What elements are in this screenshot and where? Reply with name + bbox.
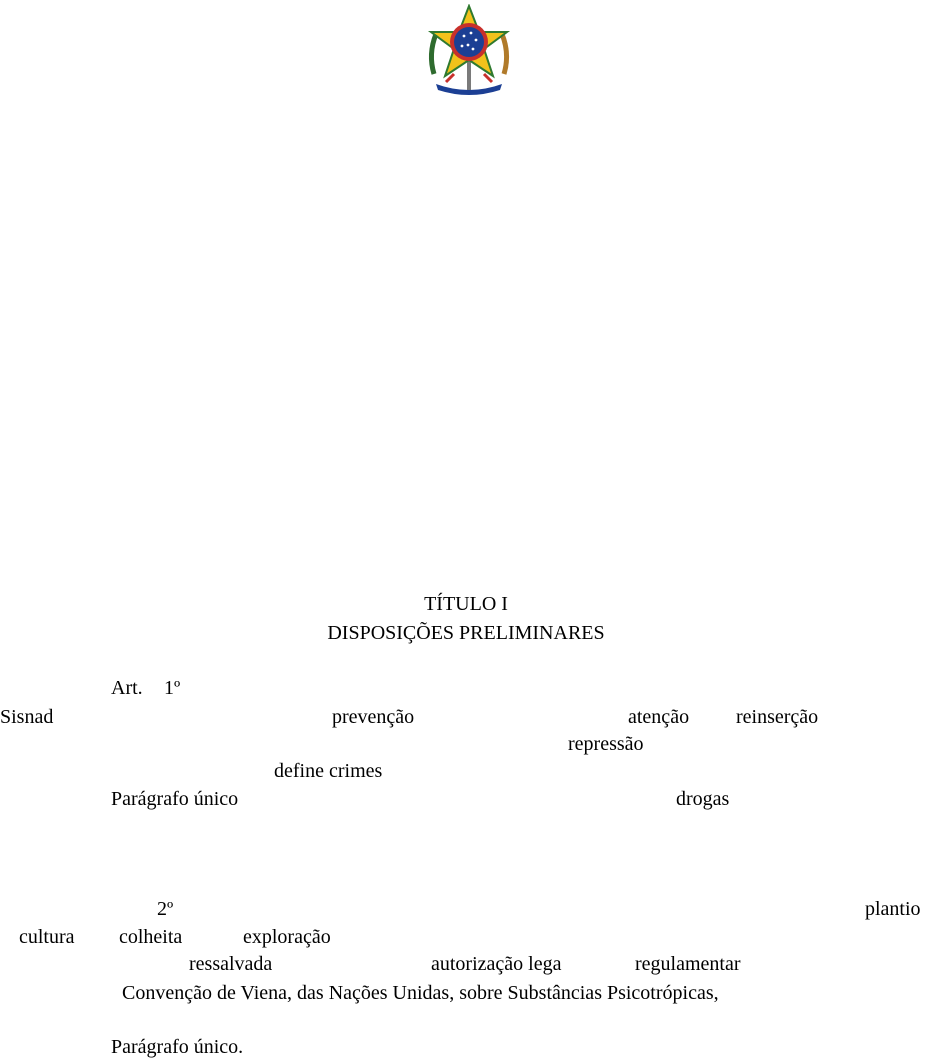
brazil-coat-of-arms-icon — [424, 4, 514, 96]
art2-fragment-plantio: plantio — [865, 898, 921, 920]
art1-number: 1º — [164, 677, 181, 699]
art1-fragment-drogas: drogas — [676, 788, 730, 810]
art1-label: Art. — [111, 677, 143, 699]
art1-fragment-repressao: repressão — [568, 733, 644, 755]
art2-fragment-regulamentar: regulamentar — [635, 953, 741, 975]
title-line-1: TÍTULO I — [424, 593, 508, 615]
art2-fragment-cultura: cultura — [19, 926, 75, 948]
art1-paragrafo-unico-label: Parágrafo único — [111, 788, 239, 810]
art2-fragment-exploracao: exploração — [243, 926, 331, 948]
art2-fragment-ressalvada: ressalvada — [189, 953, 273, 975]
title-line-2: DISPOSIÇÕES PRELIMINARES — [327, 622, 605, 644]
art2-number: 2º — [157, 898, 174, 920]
art1-fragment-sisnad: Sisnad — [0, 706, 54, 728]
art2-fragment-colheita: colheita — [119, 926, 183, 948]
art1-fragment-reinsercao: reinserção — [736, 706, 819, 728]
art2-fragment-convencao: Convenção de Viena, das Nações Unidas, sobre Substâncias Psicotrópicas, — [122, 982, 719, 1004]
art1-fragment-prevencao: prevenção — [332, 706, 415, 728]
art1-fragment-atencao: atenção — [628, 706, 690, 728]
art1-fragment-define-crimes: define crimes — [274, 760, 383, 782]
art2-fragment-autorizacao: autorização lega — [431, 953, 562, 975]
art2-paragrafo-unico-label: Parágrafo único. — [111, 1036, 244, 1058]
